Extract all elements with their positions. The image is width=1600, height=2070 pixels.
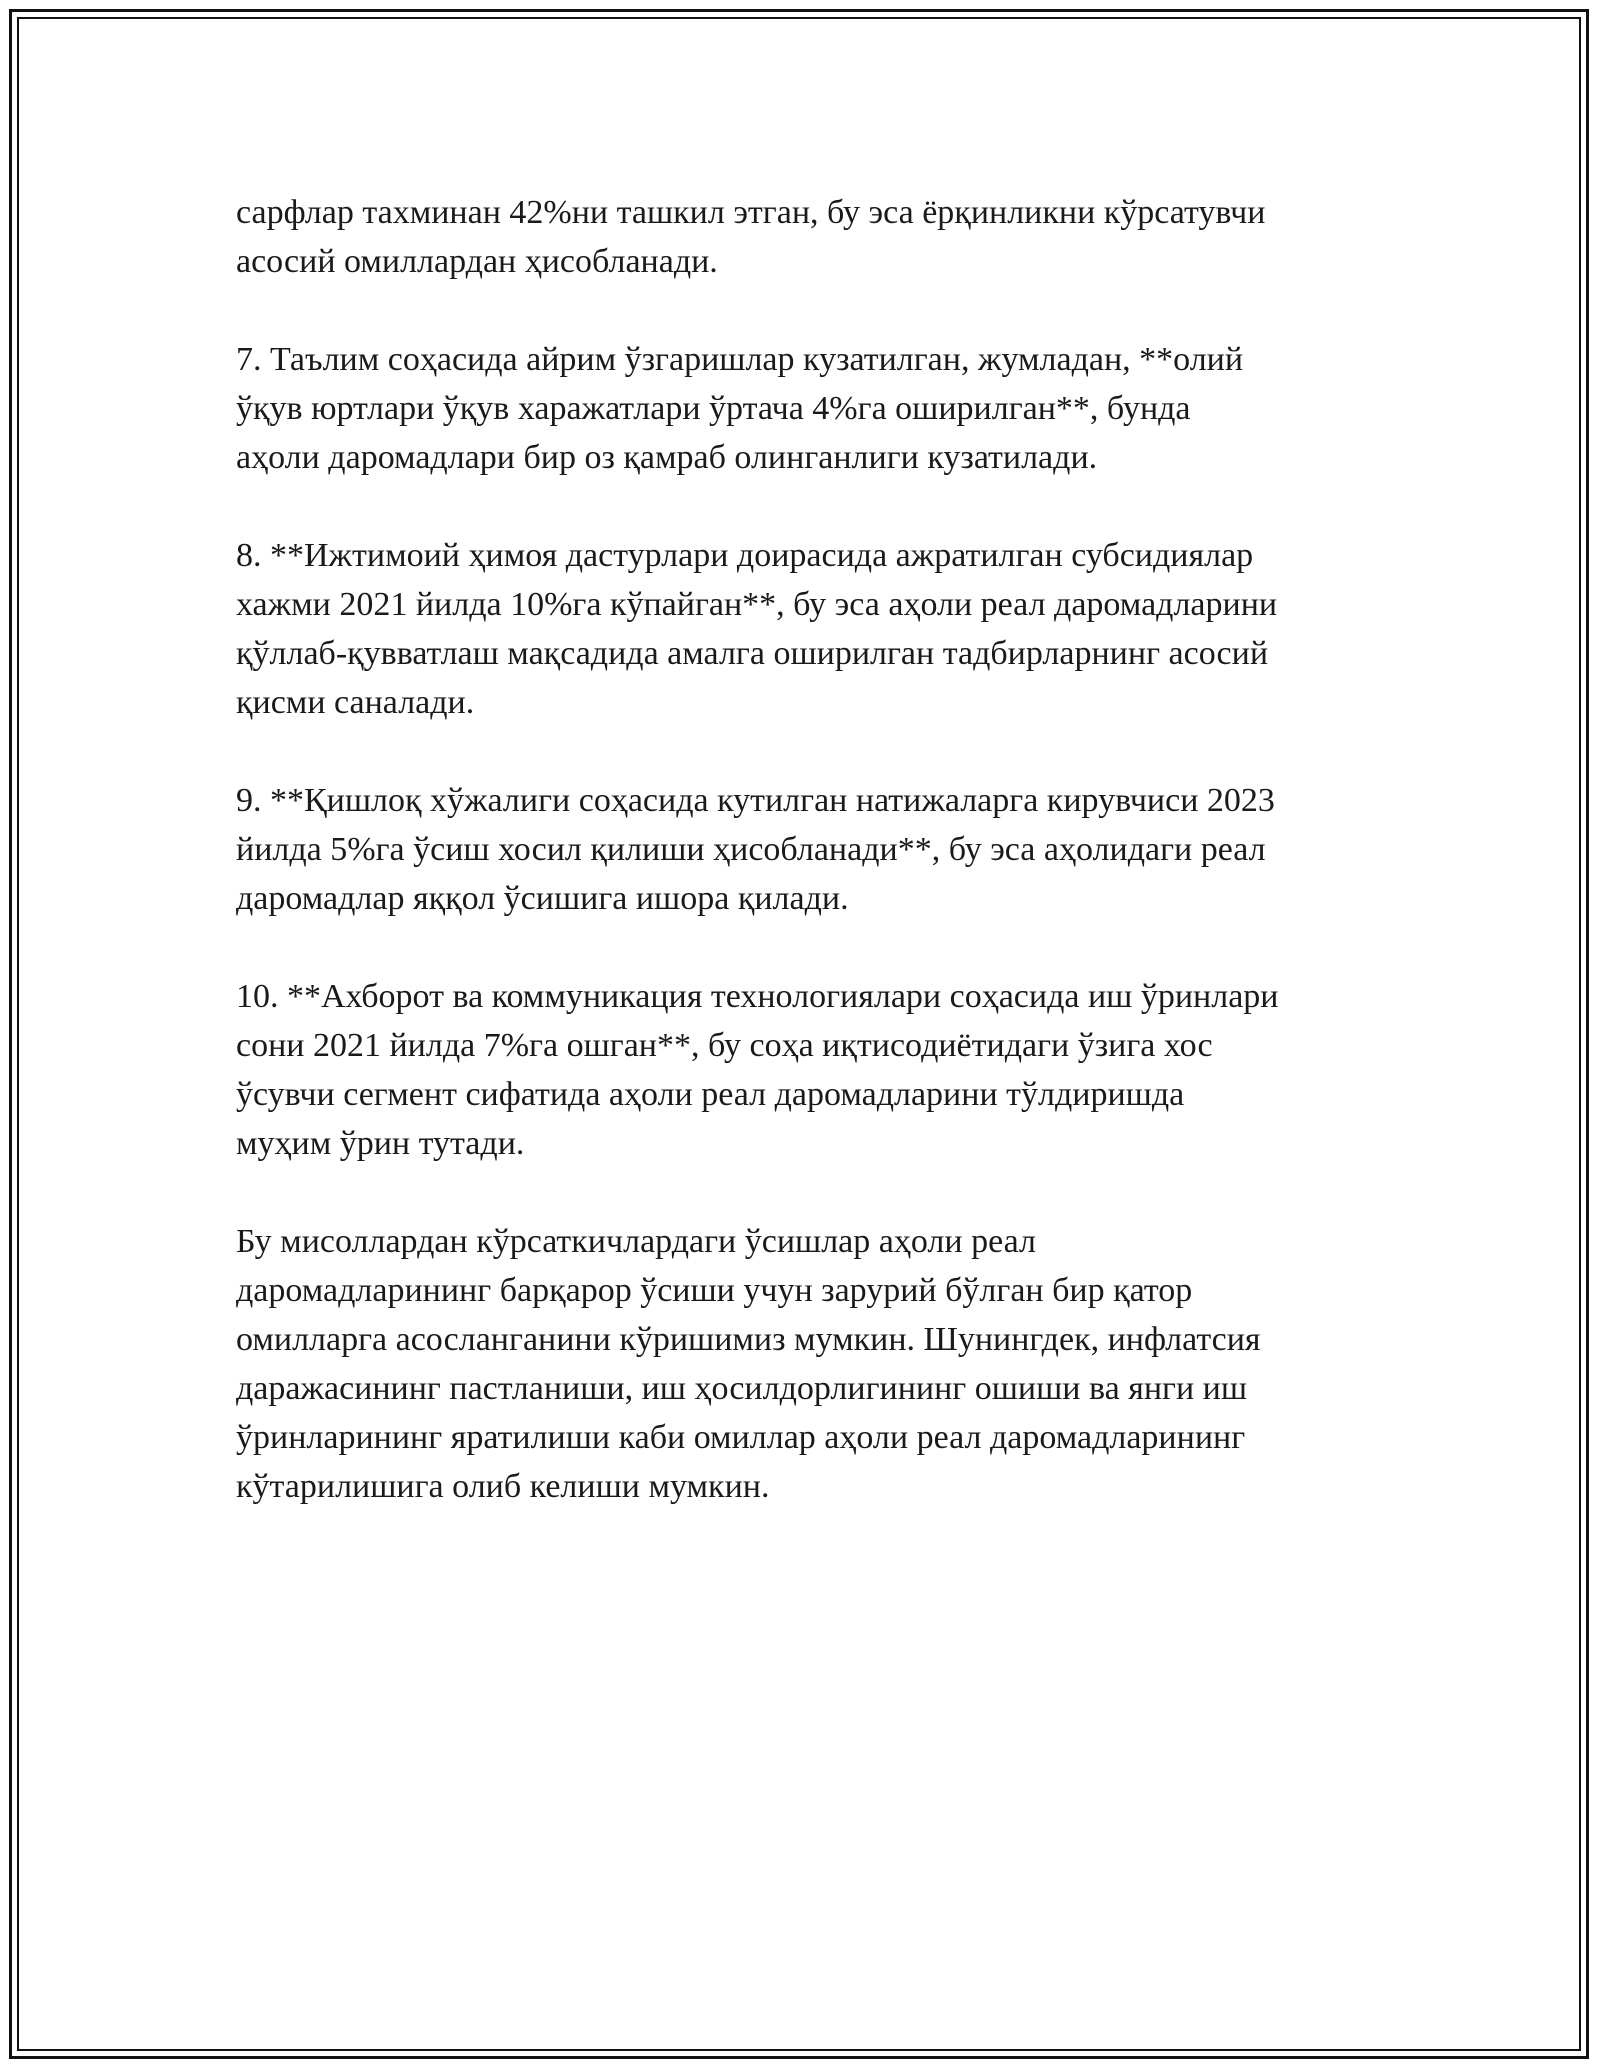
text-line: Бу мисоллардан кўрсаткичлардаги ўсишлар аҳоли реал — [236, 1223, 1036, 1260]
text-line: кўтарилишига олиб келиши мумкин. — [236, 1468, 770, 1505]
text-line: хажми 2021 йилда 10%га кўпайган**, бу эса аҳоли реал даромадларини — [236, 586, 1278, 623]
text-line: асосий омиллардан ҳисобланади. — [236, 243, 718, 280]
text-line: 8. **Ижтимоий ҳимоя дастурлари доирасида ажратилган субсидиялар — [236, 537, 1254, 574]
conclusion-paragraph — [236, 1217, 1386, 1511]
list-item-8 — [236, 531, 1386, 727]
text-line: сони 2021 йилда 7%га ошган**, бу соҳа иқтисодиётидаги ўзига хос — [236, 1027, 1213, 1064]
paragraph-continuation — [236, 188, 1386, 286]
text-line: 7. Таълим соҳасида айрим ўзгаришлар кузатилган, жумладан, **олий — [236, 341, 1244, 378]
text-line: омилларга асосланганини кўришимиз мумкин. Шунингдек, инфлатсия — [236, 1321, 1261, 1358]
text-line: даражасининг пастланиши, иш ҳосилдорлигининг ошиши ва янги иш — [236, 1370, 1248, 1407]
text-line: ўқув юртлари ўқув харажатлари ўртача 4%га оширилган**, бунда — [236, 390, 1191, 427]
list-item-9 — [236, 776, 1386, 923]
text-line: қўллаб-қувватлаш мақсадида амалга оширилган тадбирларнинг асосий — [236, 635, 1269, 672]
list-item-10 — [236, 972, 1386, 1168]
text-line: қисми саналади. — [236, 684, 475, 721]
text-line: йилда 5%га ўсиш хосил қилиши ҳисобланади**, бу эса аҳолидаги реал — [236, 831, 1266, 868]
list-item-7 — [236, 335, 1386, 482]
text-line: аҳоли даромадлари бир оз қамраб олинганлиги кузатилади. — [236, 439, 1098, 476]
text-line: даромадлар яққол ўсишига ишора қилади. — [236, 880, 849, 917]
text-line: муҳим ўрин тутади. — [236, 1125, 525, 1162]
text-line: ўсувчи сегмент сифатида аҳоли реал даромадларини тўлдиришда — [236, 1076, 1185, 1113]
document-body — [236, 188, 1386, 1560]
text-line: 10. **Ахборот ва коммуникация технологиялари соҳасида иш ўринлари — [236, 978, 1279, 1015]
text-line: ўринларининг яратилиши каби омиллар аҳоли реал даромадларининг — [236, 1419, 1246, 1456]
text-line: 9. **Қишлоқ хўжалиги соҳасида кутилган натижаларга кирувчиси 2023 — [236, 782, 1275, 819]
text-line: сарфлар тахминан 42%ни ташкил этган, бу эса ёрқинликни кўрсатувчи — [236, 194, 1266, 231]
text-line: даромадларининг барқарор ўсиши учун зарурий бўлган бир қатор — [236, 1272, 1193, 1309]
